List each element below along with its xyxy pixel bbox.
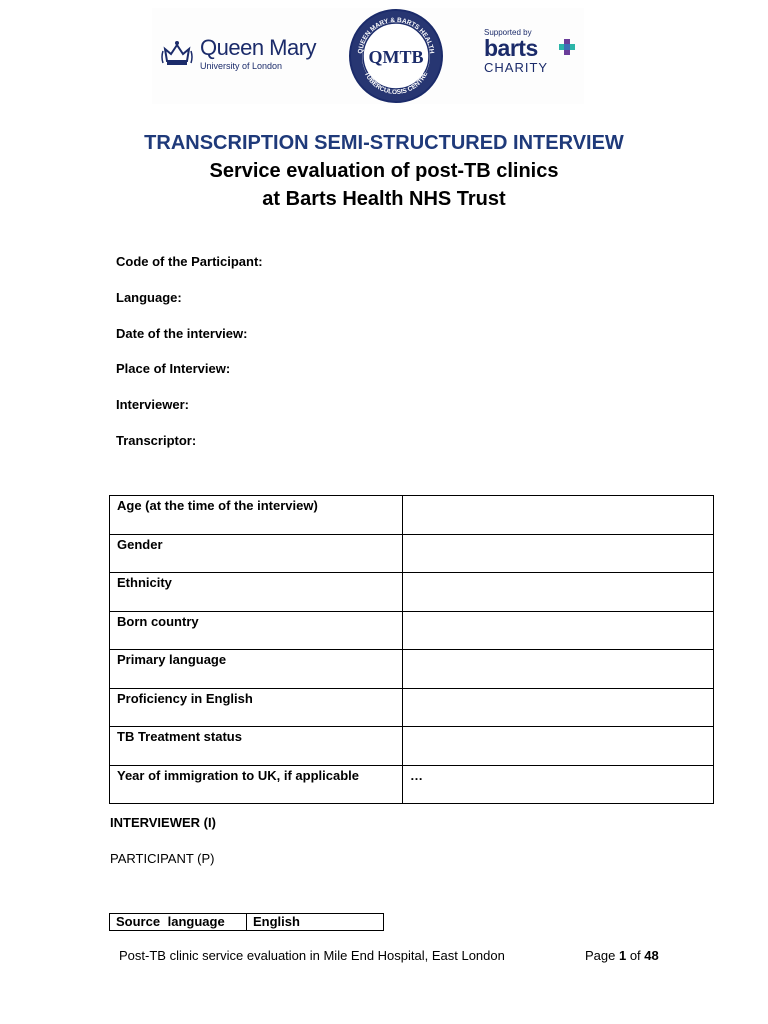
field-language: Language: xyxy=(116,289,182,305)
page-total: 48 xyxy=(644,948,659,963)
row-label-ethnicity: Ethnicity xyxy=(110,573,403,612)
table-row xyxy=(110,650,714,689)
table-row xyxy=(110,727,714,766)
row-label-tb-treatment: TB Treatment status xyxy=(110,727,403,766)
row-value-ethnicity[interactable] xyxy=(403,573,714,612)
field-interviewer: Interviewer: xyxy=(116,397,189,413)
row-label-gender: Gender xyxy=(110,534,403,573)
barts-charity-word: CHARITY xyxy=(484,60,549,75)
document-title: TRANSCRIPTION SEMI-STRUCTURED INTERVIEW xyxy=(144,132,624,154)
seal-ring-top: QUEEN MARY & BARTS HEALTH xyxy=(357,16,435,55)
document-subtitle-line1: Service evaluation of post-TB clinics xyxy=(209,160,559,182)
field-interview-date: Date of the interview: xyxy=(116,325,248,341)
language-word: language xyxy=(167,914,225,929)
qm-name: Queen Mary xyxy=(200,35,317,60)
row-label-english-proficiency: Proficiency in English xyxy=(110,688,403,727)
queen-mary-logo xyxy=(160,34,316,74)
qmtb-seal-logo xyxy=(348,8,444,104)
table-row xyxy=(110,688,714,727)
role-participant: PARTICIPANT (P) xyxy=(110,851,215,866)
participant-fields xyxy=(116,254,263,469)
page-current: 1 xyxy=(618,948,627,963)
page-number xyxy=(585,948,659,963)
field-interview-place: Place of Interview: xyxy=(116,361,231,377)
seal-ring-bottom: TUBERCULOSIS CENTRE xyxy=(362,70,430,97)
table-row xyxy=(110,534,714,573)
document-subtitle-line2: at Barts Health NHS Trust xyxy=(262,188,506,210)
crown-icon xyxy=(160,37,194,71)
table-row xyxy=(110,914,384,931)
field-participant-code: Code of the Participant: xyxy=(116,254,263,269)
seal-center-text: QMTB xyxy=(368,47,424,67)
page-prefix: Page xyxy=(585,948,619,963)
table-row xyxy=(110,611,714,650)
row-value-born-country[interactable] xyxy=(403,611,714,650)
source-language-value: English xyxy=(247,914,384,931)
row-label-age: Age (at the time of the interview) xyxy=(110,496,403,535)
row-label-born-country: Born country xyxy=(110,611,403,650)
table-row xyxy=(110,573,714,612)
barts-wordmark: barts xyxy=(484,35,538,61)
barts-charity-logo xyxy=(484,28,580,78)
row-label-immigration-year: Year of immigration to UK, if applicable xyxy=(110,765,403,804)
plus-cross-icon xyxy=(559,39,575,55)
row-value-tb-treatment[interactable] xyxy=(403,727,714,766)
qm-subtitle: University of London xyxy=(200,61,283,71)
row-label-primary-language: Primary language xyxy=(110,650,403,689)
source-language-table xyxy=(109,913,384,931)
demographics-table xyxy=(109,495,714,804)
row-value-primary-language[interactable] xyxy=(403,650,714,689)
page-of: of xyxy=(626,948,645,963)
logo-strip xyxy=(152,8,584,104)
field-transcriptor: Transcriptor: xyxy=(116,432,197,448)
source-word: Source xyxy=(116,914,161,929)
footer-text: Post-TB clinic service evaluation in Mile End Hospital, East London xyxy=(119,948,505,963)
row-value-immigration-year[interactable]: … xyxy=(403,765,714,804)
barts-supported-by: Supported by xyxy=(484,28,532,37)
table-row xyxy=(110,765,714,804)
row-value-english-proficiency[interactable] xyxy=(403,688,714,727)
source-language-label xyxy=(110,914,247,931)
role-interviewer: INTERVIEWER (I) xyxy=(110,815,216,830)
row-value-gender[interactable] xyxy=(403,534,714,573)
table-row xyxy=(110,496,714,535)
row-value-age[interactable] xyxy=(403,496,714,535)
